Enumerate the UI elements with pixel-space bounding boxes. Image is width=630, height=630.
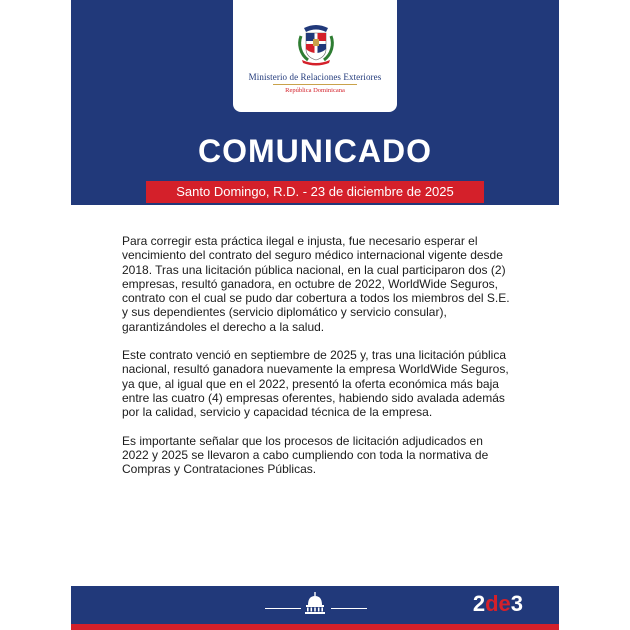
- coat-of-arms-icon: [295, 22, 337, 66]
- ministry-name: Ministerio de Relaciones Exteriores: [248, 72, 382, 82]
- republic-name: República Dominicana: [285, 87, 345, 94]
- paragraph-2: Este contrato venció en septiembre de 2025 y, tras una licitación pública nacional, resultó ganadora nuevamente la empresa WorldWide Seguros, ya que, al igual que en el 2022, presentó la oferta económica más baja entre las cuatro (4) empresas oferentes, habiendo sido avalada además por la calidad, servicio y capacidad técnica de la empresa.: [122, 348, 509, 420]
- page-title: COMUNICADO: [198, 133, 432, 169]
- page-indicator: [473, 591, 523, 617]
- communique-card: [71, 0, 559, 630]
- date-line: Santo Domingo, R.D. - 23 de diciembre de 2025: [146, 181, 484, 203]
- page-separator: de: [485, 591, 511, 616]
- dome-icon: [304, 592, 326, 614]
- page-total: 3: [510, 591, 523, 616]
- ministry-logo: [233, 0, 397, 112]
- header-band: [71, 0, 559, 205]
- paragraph-1: Para corregir esta práctica ilegal e injusta, fue necesario esperar el vencimiento del contrato del seguro médico internacional vigente desde 2018. Tras una licitación pública nacional, en la cual participaron dos (2) empresas, resultó ganadora, en octubre de 2022, WorldWide Seguros, contrato con el cual se pudo dar cobertura a todos los miembros del S.E. y sus dependientes (servicio diplomático y servicio consular), garantizándoles el derecho a la salud.: [122, 234, 510, 334]
- logo-divider: [273, 84, 357, 85]
- footer-band: [71, 586, 559, 624]
- footer-red-stripe: [71, 624, 559, 630]
- page-current: 2: [472, 591, 486, 616]
- footer-left-rule: [265, 608, 301, 609]
- footer-right-rule: [331, 608, 367, 609]
- body-text: [122, 234, 510, 490]
- paragraph-3: Es importante señalar que los procesos de licitación adjudicados en 2022 y 2025 se llevaron a cabo cumpliendo con toda la normativa de Compras y Contrataciones Públicas.: [122, 433, 489, 477]
